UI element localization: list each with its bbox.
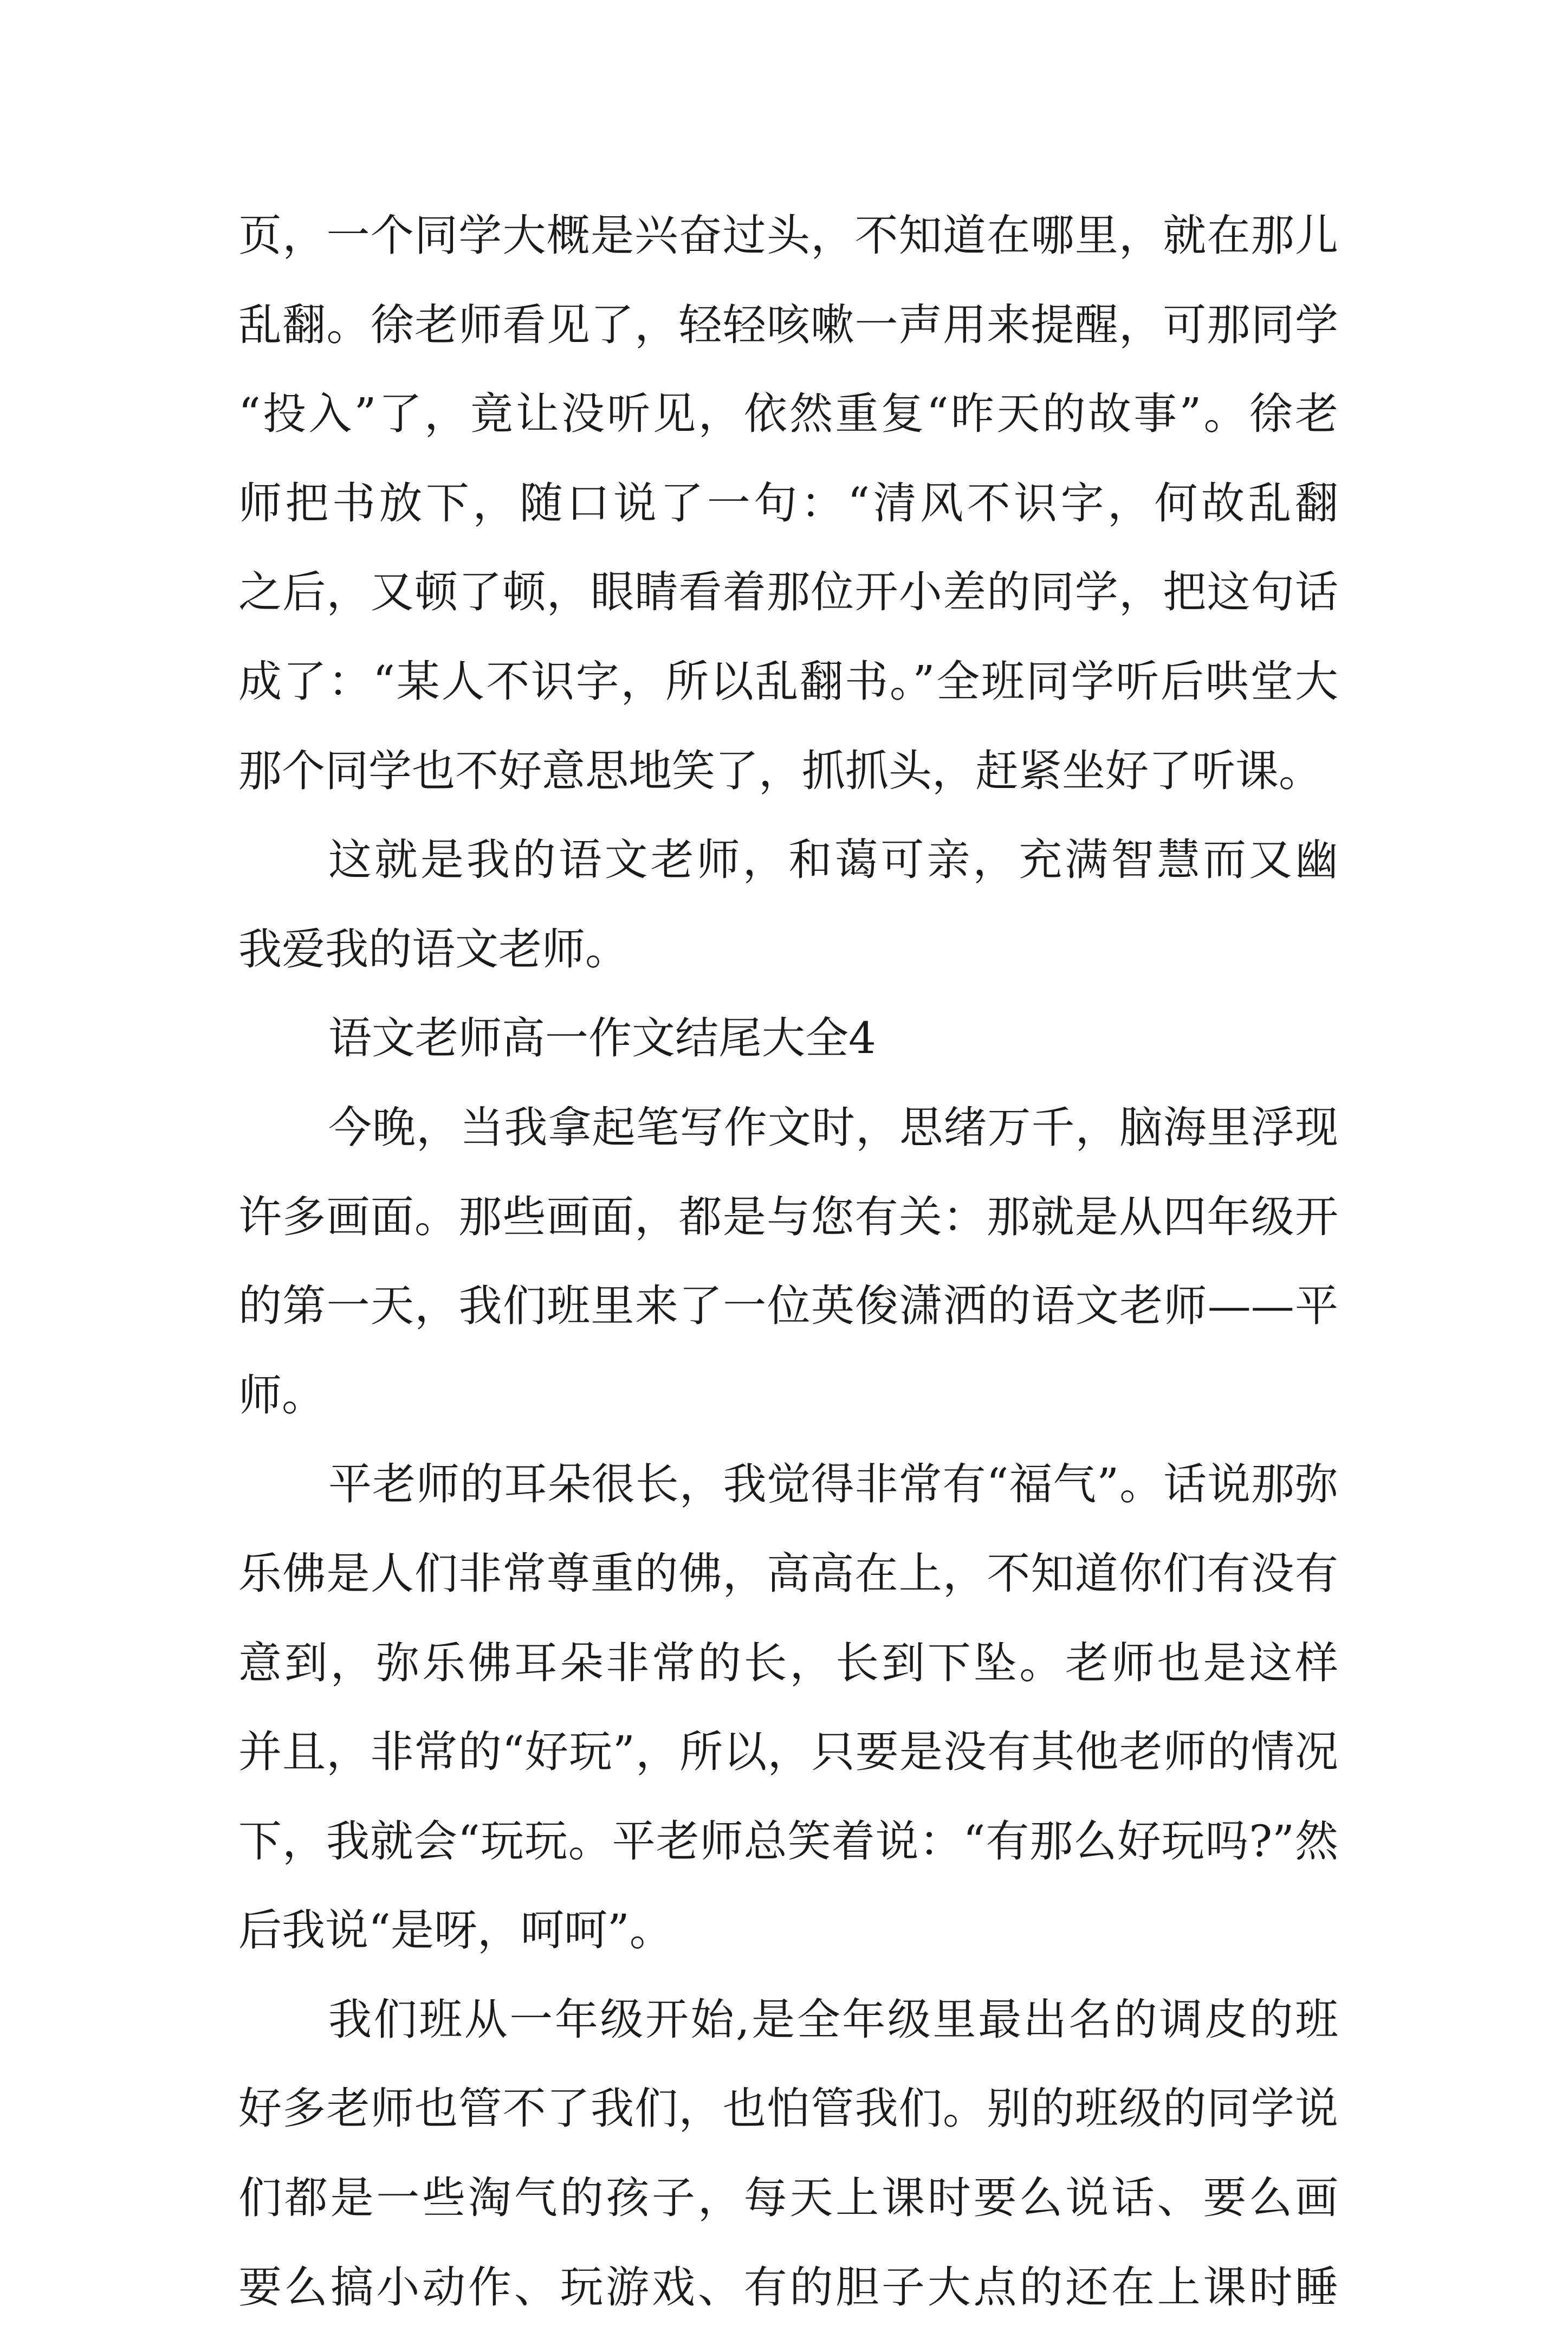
text-line: “投入”了，竟让没听见，依然重复“昨天的故事”。徐老: [238, 389, 1338, 440]
text-line: 师把书放下，随口说了一句：“清风不识字，何故乱翻: [238, 477, 1338, 528]
paragraph-first-line: 这就是我的语文老师，和蔼可亲，充满智慧而又幽: [328, 835, 1338, 886]
text-line: 许多画面。那些画面，都是与您有关：那就是从四年级开: [238, 1191, 1338, 1242]
text-line: 那个同学也不好意思地笑了，抓抓头，赶紧坐好了听课。: [238, 745, 1322, 796]
text-line: 下，我就会“玩玩。平老师总笑着说：“有那么好玩吗?”然: [238, 1816, 1338, 1866]
text-line: 后我说“是呀，呵呵”。: [238, 1905, 673, 1956]
paragraph-first-line: 今晚，当我拿起笔写作文时，思绪万千，脑海里浮现: [328, 1102, 1338, 1153]
paragraph-first-line: 平老师的耳朵很长，我觉得非常有“福气”。话说那弥: [328, 1459, 1338, 1510]
text-line: 乱翻。徐老师看见了，轻轻咳嗽一声用来提醒，可那同学: [238, 299, 1338, 350]
text-line: 师。: [238, 1370, 325, 1420]
paragraph-first-line: 我们班从一年级开始,是全年级里最出名的调皮的班: [328, 1994, 1338, 2045]
text-line: 们都是一些淘气的孩子，每天上课时要么说话、要么画: [238, 2173, 1338, 2224]
text-line: 并且，非常的“好玩”，所以，只要是没有其他老师的情况: [238, 1727, 1338, 1778]
text-line: 要么搞小动作、玩游戏、有的胆子大点的还在上课时睡: [238, 2262, 1338, 2312]
text-line: 乐佛是人们非常尊重的佛，高高在上，不知道你们有没有: [238, 1548, 1338, 1599]
text-line: 好多老师也管不了我们，也怕管我们。别的班级的同学说: [238, 2083, 1338, 2134]
text-line: 成了：“某人不识字，所以乱翻书。”全班同学听后哄堂大: [238, 656, 1338, 707]
document-body: [238, 191, 1338, 2332]
text-line: 的第一天，我们班里来了一位英俊潇洒的语文老师——平: [238, 1281, 1338, 1332]
text-line: 我爱我的语文老师。: [238, 923, 629, 974]
section-heading: 语文老师高一作文结尾大全4: [328, 1013, 876, 1064]
text-line: 页，一个同学大概是兴奋过头，不知道在哪里，就在那儿: [238, 210, 1338, 261]
text-line: 之后，又顿了顿，眼睛看着那位开小差的同学，把这句话: [238, 567, 1338, 618]
text-line: 意到，弥乐佛耳朵非常的长，长到下坠。老师也是这样: [238, 1637, 1338, 1688]
